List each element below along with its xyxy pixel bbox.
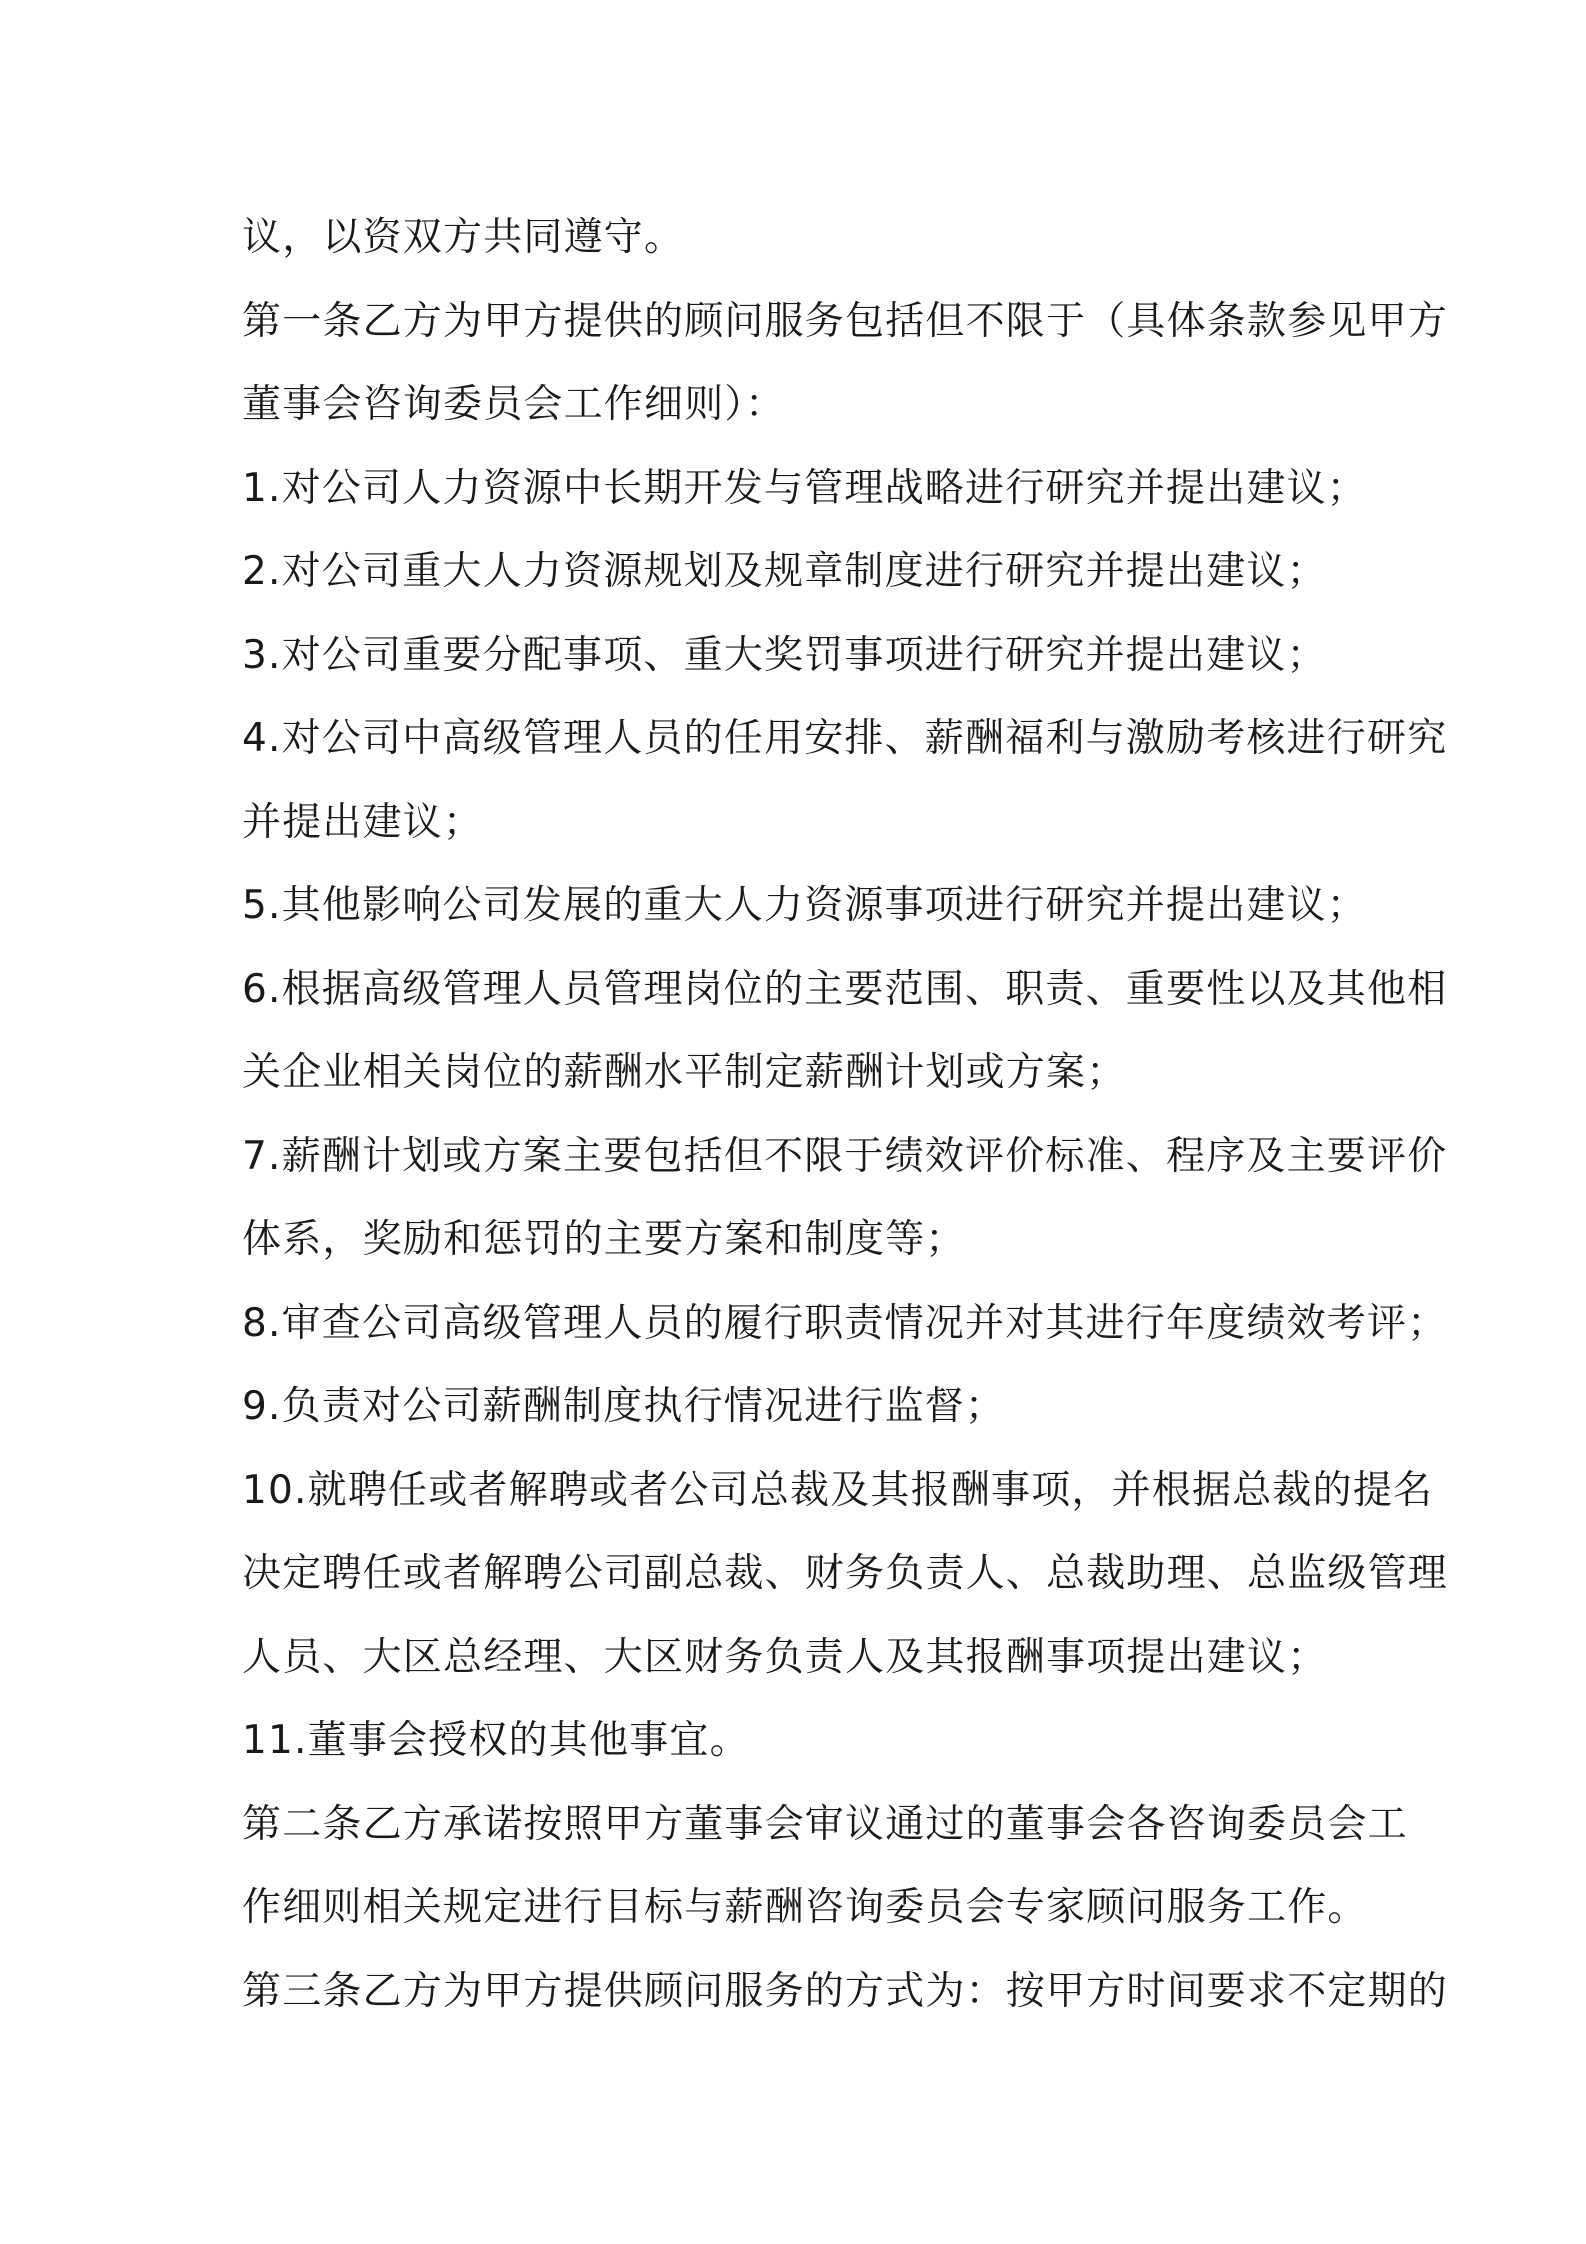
text-line: 并提出建议； bbox=[242, 799, 484, 845]
text-line: 第三条乙方为甲方提供顾问服务的方式为：按甲方时间要求不定期的 bbox=[242, 1968, 1449, 2014]
document-body bbox=[242, 196, 1449, 2033]
text-line: 5.其他影响公司发展的重大人力资源事项进行研究并提出建议； bbox=[242, 883, 1368, 928]
text-line: 第二条乙方承诺按照甲方董事会审议通过的董事会各咨询委员会工 bbox=[242, 1801, 1408, 1847]
text-line: 2.对公司重大人力资源规划及规章制度进行研究并提出建议； bbox=[242, 549, 1327, 594]
text-line: 8.审查公司高级管理人员的履行职责情况并对其进行年度绩效考评； bbox=[242, 1300, 1448, 1346]
text-line: 7.薪酬计划或方案主要包括但不限于绩效评价标准、程序及主要评价 bbox=[242, 1133, 1448, 1179]
text-line: 3.对公司重要分配事项、重大奖罚事项进行研究并提出建议； bbox=[242, 632, 1327, 678]
text-line: 决定聘任或者解聘公司副总裁、财务负责人、总裁助理、总监级管理 bbox=[242, 1551, 1449, 1596]
text-line: 6.根据高级管理人员管理岗位的主要范围、职责、重要性以及其他相 bbox=[242, 966, 1448, 1012]
text-line: 体系，奖励和惩罚的主要方案和制度等； bbox=[242, 1217, 966, 1262]
text-line: 董事会咨询委员会工作细则）： bbox=[242, 382, 786, 427]
text-line: 1.对公司人力资源中长期开发与管理战略进行研究并提出建议； bbox=[242, 465, 1368, 511]
text-line: 9.负责对公司薪酬制度执行情况进行监督； bbox=[242, 1384, 1006, 1429]
text-line: 11.董事会授权的其他事宜。 bbox=[242, 1718, 750, 1763]
text-line: 10.就聘任或者解聘或者公司总裁及其报酬事项，并根据总裁的提名 bbox=[242, 1467, 1434, 1513]
text-line: 关企业相关岗位的薪酬水平制定薪酬计划或方案； bbox=[242, 1050, 1127, 1095]
text-line: 作细则相关规定进行目标与薪酬咨询委员会专家顾问服务工作。 bbox=[242, 1885, 1368, 1930]
text-line: 人员、大区总经理、大区财务负责人及其报酬事项提出建议； bbox=[242, 1634, 1328, 1680]
text-line: 4.对公司中高级管理人员的任用安排、薪酬福利与激励考核进行研究 bbox=[242, 716, 1448, 761]
text-line: 第一条乙方为甲方提供的顾问服务包括但不限于（具体条款参见甲方 bbox=[242, 298, 1449, 344]
text-line: 议，以资双方共同遵守。 bbox=[242, 215, 685, 260]
